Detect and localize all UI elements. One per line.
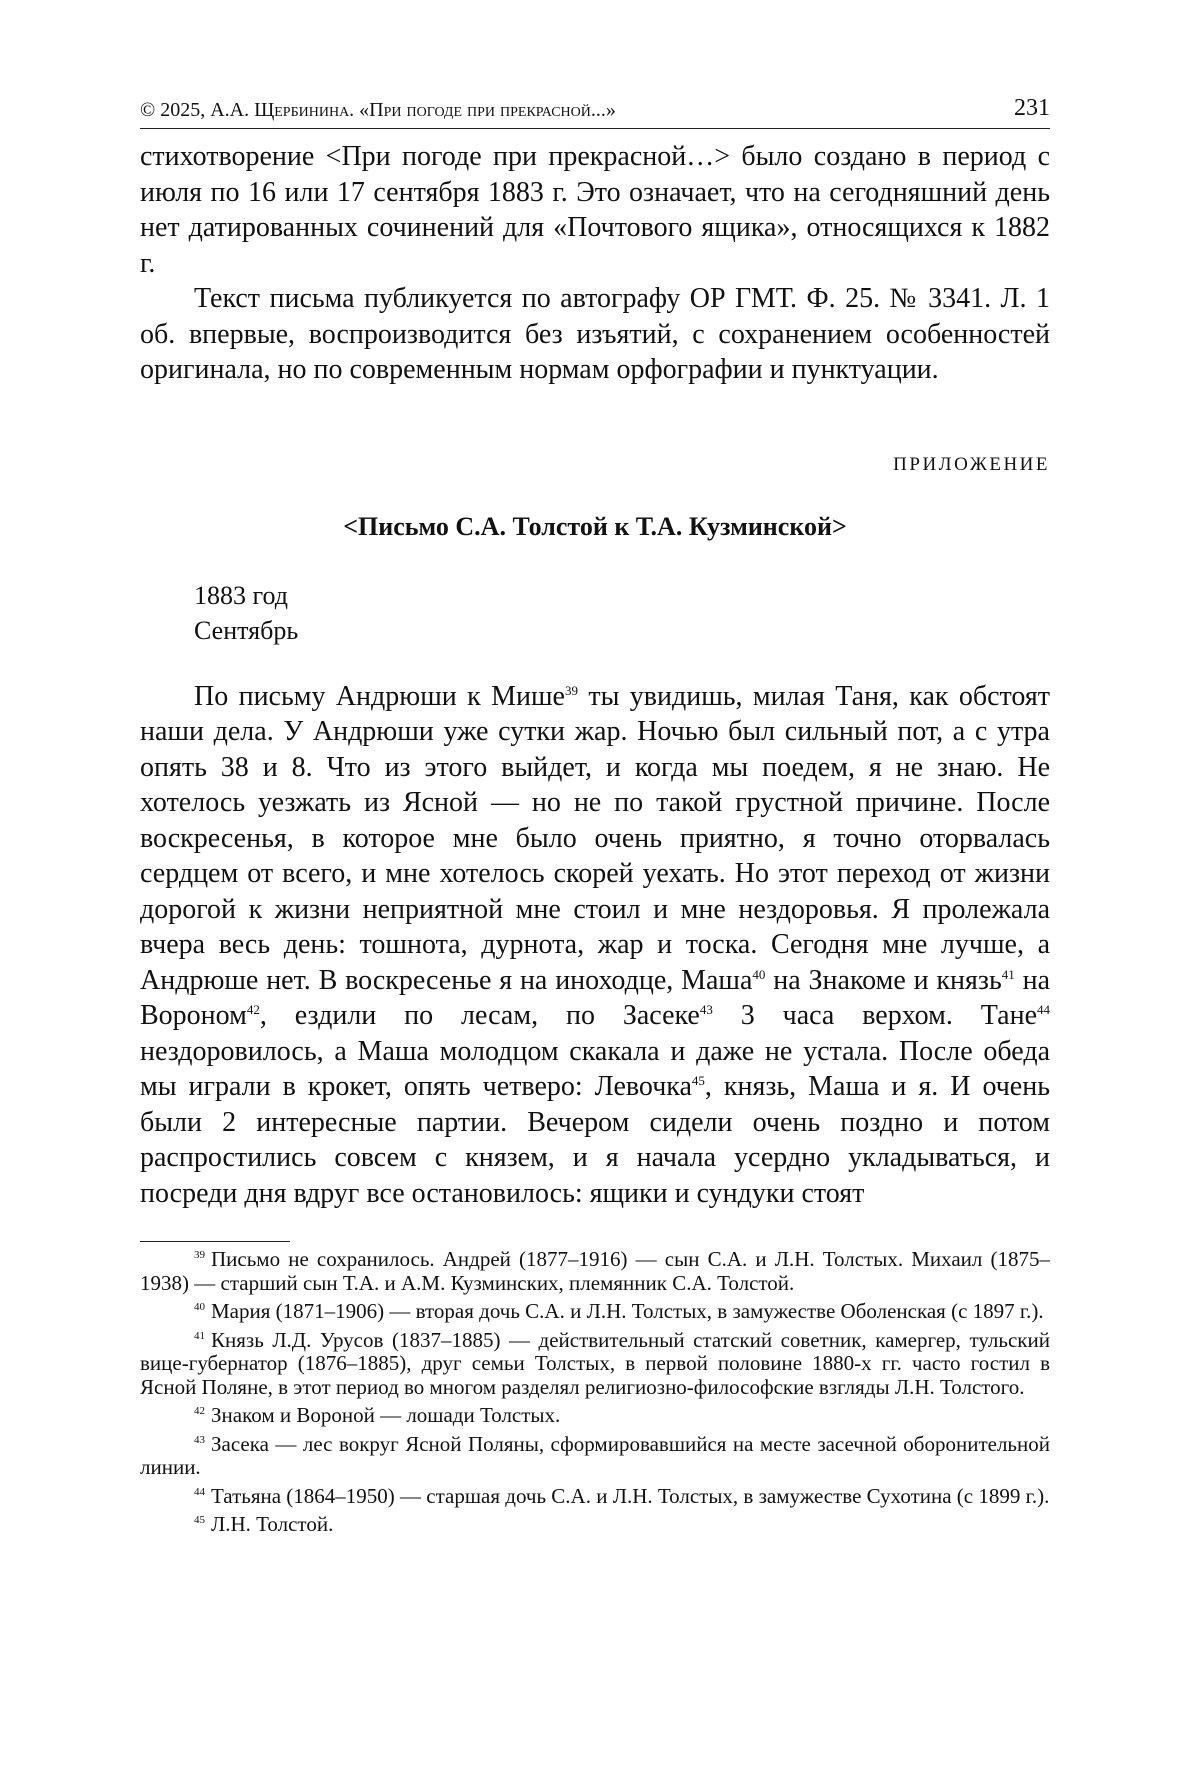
footnote-number: 42 bbox=[194, 1405, 205, 1417]
footnote-ref[interactable]: 40 bbox=[752, 966, 766, 982]
page bbox=[140, 88, 1050, 1542]
footnote-text: Князь Л.Д. Урусов (1837–1885) — действительный статский советник, камергер, тульский вице-губернатор (1876–1885), друг семьи Толстых, в первой половине 1880-х гг. часто гостил в Ясной Поляне, в этот период во многом разделял религиозно-философские взгляды Л.Н. Толстого. bbox=[140, 1327, 1050, 1399]
letter-text: ты увидишь, милая Таня, как обстоят наши дела. У Андрюши уже сутки жар. Ночью был сильный пот, а с утра опять 38 и 8. Что из этого выйдет, и когда мы поедем, я не знаю. Не хотелось уезжать из Ясной — но не по такой грустной причине. После воскресенья, в которое мне было очень приятно, я точно оторвалась сердцем от всего, и мне хотелось скорей уехать. Но этот переход от жизни дорогой к жизни неприятной мне стоил и мне нездоровья. Я пролежала вчера весь день: тошнота, дурнота, жар и тоска. Сегодня мне лучше, а Андрюше нет. В воскресенье я на иноходце, Маша bbox=[140, 680, 1050, 996]
footnote bbox=[140, 1433, 1050, 1480]
footnote-ref[interactable]: 41 bbox=[1001, 966, 1015, 982]
footnote-ref[interactable]: 45 bbox=[691, 1073, 705, 1088]
letter-body bbox=[140, 679, 1050, 1212]
footnote bbox=[140, 1485, 1050, 1509]
letter-text: на Знакоме и князь bbox=[765, 964, 1002, 996]
footnote-number: 39 bbox=[194, 1249, 205, 1261]
footnote-number: 41 bbox=[194, 1329, 205, 1342]
intro-paragraph-1: стихотворение <При погоде при прекрасной…> было создано в период с июля по 16 или 17 сентября 1883 г. Это означает, что на сегодняшний день нет датированных сочинений для «Почтового ящика», относящихся к 1882 г. bbox=[140, 141, 1050, 279]
intro-paragraph-2: Текст письма публикуется по автографу ОР ГМТ. Ф. 25. № 3341. Л. 1 об. впервые, воспроизводится без изъятий, с сохранением особенностей оригинала, но по современным нормам орфографии и пунктуации. bbox=[140, 283, 1050, 385]
letter-text: По письму Андрюши к Мише bbox=[194, 680, 565, 712]
letter-text: на Вороном bbox=[140, 964, 1050, 1031]
footnote-text: Засека — лес вокруг Ясной Поляны, сформировавшийся на месте засечной оборонительной линии. bbox=[140, 1431, 1050, 1479]
header-copyright: © 2025, А.А. Щербинина. «При погоде при прекрасной...» bbox=[140, 99, 616, 121]
letter-text: нездоровилось, а Маша молодцом скакала и даже не устала. После обеда мы играли в крокет, опять четверо: Левочка bbox=[140, 1035, 1050, 1102]
letter-text: , ездили по лесам, по Засеке bbox=[259, 1000, 700, 1031]
footnote-text: Письмо не сохранилось. Андрей (1877–1916) — сын С.А. и Л.Н. Толстых. Михаил (1875–1938) — старший сын Т.А. и А.М. Кузминских, племянник С.А. Толстой. bbox=[140, 1247, 1050, 1295]
appendix-label: ПРИЛОЖЕНИЕ bbox=[893, 453, 1050, 475]
footnote bbox=[140, 1248, 1050, 1295]
footnote bbox=[140, 1513, 1050, 1537]
footnote-ref[interactable]: 44 bbox=[1037, 1002, 1050, 1017]
footnote-number: 44 bbox=[194, 1485, 205, 1498]
footnote-text: Л.Н. Толстой. bbox=[211, 1512, 334, 1536]
letter-date bbox=[140, 578, 1050, 648]
footnote-number: 45 bbox=[194, 1514, 205, 1526]
running-header bbox=[140, 88, 1050, 129]
letter-year: 1883 год bbox=[194, 580, 288, 610]
letter-month: Сентябрь bbox=[194, 615, 299, 645]
footnote bbox=[140, 1300, 1050, 1324]
footnote-number: 43 bbox=[194, 1433, 205, 1446]
footnote-ref[interactable]: 39 bbox=[564, 682, 578, 698]
letter-title: <Письмо С.А. Толстой к Т.А. Кузминской> bbox=[343, 511, 847, 541]
letter-text: , князь, Маша и я. И очень были 2 интересные партии. Вечером сидели очень поздно и потом распростились совсем с князем, и я начала усердно укладываться, и посреди дня вдруг все остановилось: ящики и сундуки стоят bbox=[140, 1071, 1050, 1209]
footnote-ref[interactable]: 42 bbox=[246, 1002, 260, 1017]
letter-text: 3 часа верхом. Тане bbox=[712, 1000, 1037, 1031]
footnotes bbox=[140, 1248, 1050, 1537]
footnote-number: 40 bbox=[194, 1301, 205, 1313]
footnote-ref[interactable]: 43 bbox=[699, 1002, 713, 1017]
footnote bbox=[140, 1404, 1050, 1428]
footnote-text: Знаком и Вороной — лошади Толстых. bbox=[211, 1403, 561, 1427]
footnote bbox=[140, 1329, 1050, 1400]
footnote-separator bbox=[140, 1241, 290, 1242]
footnote-text: Татьяна (1864–1950) — старшая дочь С.А. и Л.Н. Толстых, в замужестве Сухотина (с 1899 г.). bbox=[211, 1483, 1050, 1508]
footnote-text: Мария (1871–1906) — вторая дочь С.А. и Л.Н. Толстых, в замужестве Оболенская (с 1897 г.). bbox=[211, 1299, 1044, 1323]
page-number: 231 bbox=[1014, 95, 1050, 121]
